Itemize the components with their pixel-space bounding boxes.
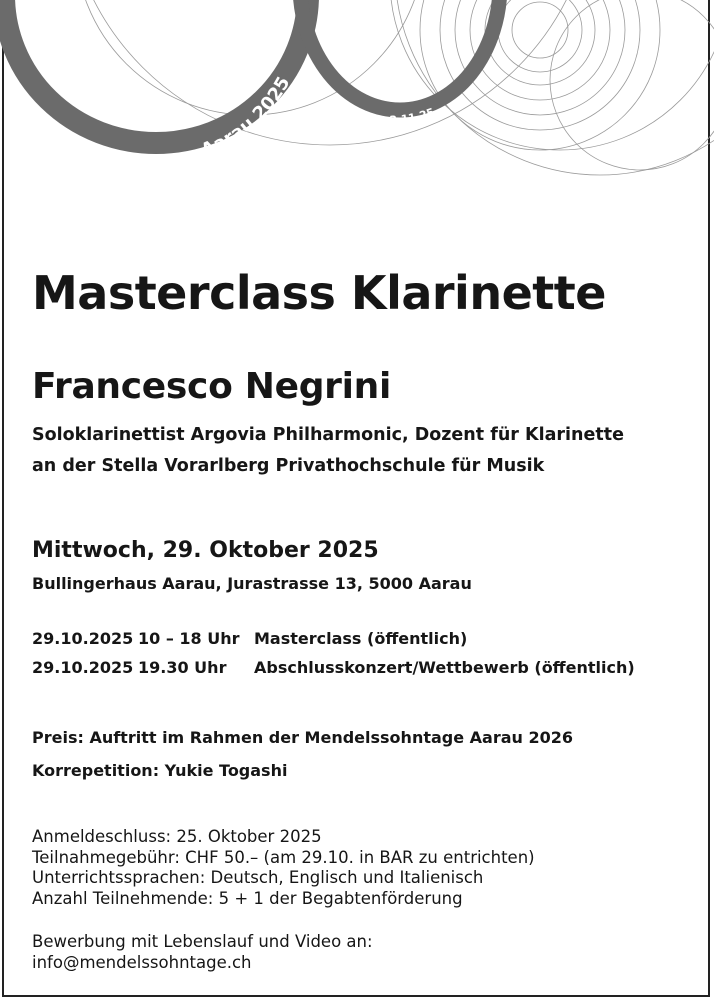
registration-deadline: Anmeldeschluss: 25. Oktober 2025 xyxy=(32,827,322,846)
teacher-bio-line: an der Stella Vorarlberg Privathochschule für Musik xyxy=(32,456,545,476)
festival-name-ring-text: Mendelssohntage Aarau 2025 xyxy=(24,73,295,175)
festival-dates-ring-text: 29.10. - 2.11.25 xyxy=(338,104,437,127)
application-block xyxy=(32,932,373,973)
event-venue: Bullingerhaus Aarau, Jurastrasse 13, 5000 Aarau xyxy=(32,574,472,593)
teaching-languages: Unterrichtssprachen: Deutsch, Englisch und Italienisch xyxy=(32,868,484,887)
teacher-bio-line: Soloklarinettist Argovia Philharmonic, Dozent für Klarinette xyxy=(32,425,624,445)
participation-fee: Teilnahmegebühr: CHF 50.– (am 29.10. in BAR zu entrichten) xyxy=(32,847,535,867)
festival-rings-graphic xyxy=(0,0,714,250)
details-block xyxy=(32,827,535,909)
schedule-date: 29.10.2025 xyxy=(32,658,134,677)
price-info: Preis: Auftritt im Rahmen der Mendelssohntage Aarau 2026 xyxy=(32,728,574,747)
schedule-description: Masterclass (öffentlich) xyxy=(254,629,468,648)
schedule-description: Abschlusskonzert/Wettbewerb (öffentlich) xyxy=(254,658,635,677)
teacher-name: Francesco Negrini xyxy=(32,366,392,407)
participant-count: Anzahl Teilnehmende: 5 + 1 der Begabtenförderung xyxy=(32,888,463,908)
teacher-bio xyxy=(32,420,624,482)
info-block xyxy=(32,721,573,787)
schedule-time: 19.30 Uhr xyxy=(138,658,227,677)
application-email[interactable]: info@mendelssohntage.ch xyxy=(32,952,252,972)
page-title: Masterclass Klarinette xyxy=(32,266,606,320)
accompanist-info: Korrepetition: Yukie Togashi xyxy=(32,761,288,780)
event-date-heading: Mittwoch, 29. Oktober 2025 xyxy=(32,538,379,563)
schedule-date: 29.10.2025 xyxy=(32,629,134,648)
schedule-time: 10 – 18 Uhr xyxy=(138,629,240,648)
application-text: Bewerbung mit Lebenslauf und Video an: xyxy=(32,932,373,951)
